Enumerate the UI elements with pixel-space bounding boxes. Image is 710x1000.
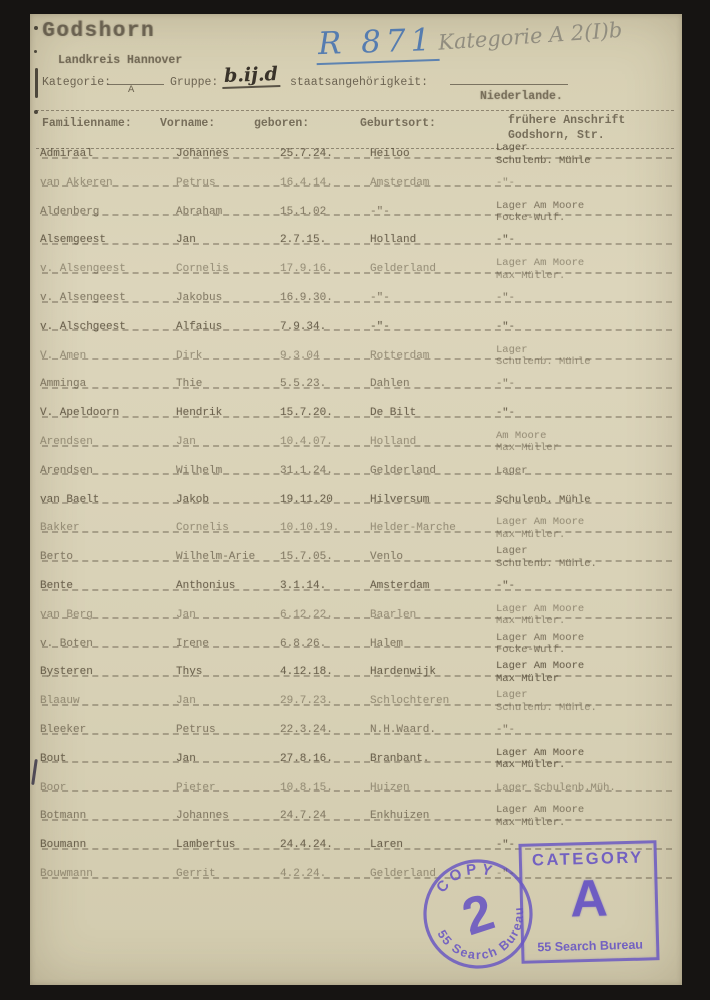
row-birthplace: Gelderland (370, 867, 437, 880)
row-camp-address: Lager Am Moore Focke-Wulf. (496, 199, 585, 225)
row-surname: Amminga (40, 378, 87, 391)
margin-ink-mark (34, 26, 38, 30)
register-row (38, 198, 676, 227)
row-firstname: Thys (176, 666, 203, 679)
row-surname: Aldenberg (40, 205, 100, 218)
row-birthplace: -"- (370, 205, 390, 218)
row-birthdate: 22.3.24. (280, 723, 333, 736)
row-birthplace: Branbant. (370, 752, 430, 765)
row-birthdate: 4.2.24. (280, 867, 327, 880)
row-birthdate: 7.9.34. (280, 320, 327, 333)
row-surname: van Akkeren (40, 176, 113, 189)
row-firstname: Alfaius (176, 320, 223, 333)
kategorie-blank-line (108, 84, 164, 85)
row-birthplace: Huizen (370, 781, 410, 794)
register-row (38, 601, 676, 630)
row-camp-address: Lager Schulenb.Müh. (496, 781, 616, 794)
staatsangehoerigkeit-blank-line (450, 84, 568, 85)
row-surname: Blaauw (40, 695, 80, 708)
row-birthplace: Venlo (370, 551, 404, 564)
meta-line (42, 63, 672, 106)
register-row (38, 169, 676, 198)
row-birthplace: Hilversum (370, 493, 430, 506)
row-surname: van Berg (40, 608, 93, 621)
row-camp-address: -"- (496, 378, 515, 391)
row-firstname: Jakobus (176, 291, 223, 304)
category-stamp-letter: A (569, 869, 609, 929)
register-row (38, 342, 676, 371)
register-row (38, 630, 676, 659)
row-firstname: Dirk (176, 349, 203, 362)
margin-ink-mark (35, 68, 38, 98)
row-firstname: Pieter (176, 781, 216, 794)
row-birthdate: 25.7.24. (280, 148, 333, 160)
page-title: Godshorn (42, 20, 155, 43)
row-surname: Bakker (40, 522, 80, 535)
register-row (38, 284, 676, 313)
row-birthdate: 17.9.16. (280, 263, 333, 276)
row-surname: Bouwmann (40, 867, 93, 880)
row-surname: Alsemgeest (40, 234, 107, 247)
row-camp-address: -"- (496, 579, 515, 592)
row-surname: Arendsen (40, 464, 93, 477)
row-birthplace: Halem (370, 637, 404, 650)
row-surname: V. Amen (40, 349, 87, 362)
row-birthplace: Holland (370, 435, 417, 448)
row-surname: Boumann (40, 839, 87, 852)
row-birthdate: 10.8.15. (280, 781, 333, 794)
row-camp-address: -"- (496, 407, 515, 420)
row-birthdate: 15.1.02 (280, 205, 327, 218)
row-camp-address: Lager Schulenb. Mühle (496, 142, 591, 167)
row-birthdate: 31.1.24. (280, 464, 333, 477)
gruppe-handwritten-value: b.ij.d (222, 63, 281, 89)
row-birthdate: 6.8.26. (280, 637, 327, 650)
category-stamp-bureau: 55 Search Bureau (537, 937, 644, 955)
row-birthdate: 15.7.05. (280, 551, 333, 564)
row-birthplace: -"- (370, 320, 390, 333)
row-surname: v. Alsengeest (40, 291, 126, 304)
staatsangehoerigkeit-value: Niederlande. (480, 90, 563, 103)
copy-stamp-arc-top: COPY (432, 860, 498, 897)
row-birthplace: Enkhuizen (370, 810, 430, 823)
row-camp-address: Lager Schulenb. Mühle. (496, 545, 597, 570)
gruppe-label: Gruppe: (170, 76, 219, 89)
row-firstname: Johannes (176, 810, 229, 823)
row-birthdate: 24.7.24 (280, 810, 327, 823)
row-camp-address: Lager Am Moore Max Müller. (496, 804, 585, 829)
row-firstname: Irene (176, 637, 210, 650)
row-camp-address: Lager Am Moore Max Müller. (496, 746, 585, 772)
row-camp-address: Lager Schulenb. Mühle. (496, 689, 597, 714)
row-camp-address: Lager Am Moore Max Müller (496, 660, 585, 685)
row-birthplace: Hardenwijk (370, 666, 437, 679)
row-birthplace: Heiloo (370, 148, 410, 160)
row-firstname: Cornelis (176, 522, 229, 535)
row-birthdate: 5.5.23. (280, 378, 327, 391)
row-surname: Boor (40, 781, 67, 794)
row-camp-address: -"- (496, 176, 515, 189)
row-surname: Botmann (40, 810, 87, 823)
row-firstname: Jakob (176, 493, 210, 506)
row-firstname: Jan (176, 752, 196, 765)
register-row (38, 774, 676, 803)
register-row (38, 486, 676, 515)
register-row (38, 572, 676, 601)
row-birthdate: 3.1.14. (280, 579, 327, 592)
row-birthplace: Holland (370, 234, 417, 247)
row-firstname: Hendrik (176, 407, 223, 420)
register-row (38, 745, 676, 774)
row-birthdate: 29.7.23. (280, 695, 333, 708)
register-row (38, 226, 676, 255)
row-birthdate: 15.7.20. (280, 407, 333, 420)
register-row (38, 716, 676, 745)
col-anschrift-line2: Godshorn, Str. (508, 129, 605, 142)
row-birthplace: -"- (370, 291, 390, 304)
row-firstname: Anthonius (176, 579, 236, 592)
register-row (38, 370, 676, 399)
register-row (38, 140, 676, 169)
row-camp-address: Lager Schulenb. Mühle (496, 343, 591, 369)
handwritten-category-note: Kategorie A 2(I)b (437, 17, 624, 55)
row-birthdate: 4.12.18. (280, 666, 333, 679)
register-row (38, 428, 676, 457)
row-surname: van Baelt (40, 493, 100, 506)
row-surname: Bleeker (40, 723, 87, 736)
margin-ink-mark (34, 110, 38, 114)
row-firstname: Cornelis (176, 263, 229, 276)
row-camp-address: Lager Am Moore Max Müller. (496, 602, 585, 628)
row-birthplace: Amsterdam (370, 579, 430, 592)
register-rows (38, 140, 676, 889)
row-firstname: Jan (176, 435, 196, 448)
row-surname: v. Alschgeest (40, 320, 126, 333)
row-birthdate: 10.10.19. (280, 522, 340, 535)
row-firstname: Gerrit (176, 867, 216, 880)
row-birthplace: Baarlen (370, 608, 417, 621)
row-camp-address: -"- (496, 291, 515, 304)
row-birthplace: N.H.Waard. (370, 723, 437, 736)
register-row (38, 802, 676, 831)
row-birthplace: Laren (370, 839, 404, 852)
header-rule-top (36, 110, 674, 111)
row-firstname: Jan (176, 608, 196, 621)
row-camp-address: Lager Am Moore Max Müller. (496, 257, 585, 282)
kategorie-value: A (128, 84, 135, 96)
row-birthdate: 2.7.15. (280, 234, 327, 247)
row-surname: v. Boten (40, 637, 93, 650)
handwritten-reference-number: R 871 (315, 22, 440, 65)
row-surname: Arendsen (40, 435, 93, 448)
row-birthdate: 16.4.14. (280, 176, 333, 189)
row-surname: Berto (40, 551, 74, 564)
margin-ink-mark (34, 50, 37, 53)
row-birthdate: 24.4.24. (280, 839, 333, 852)
row-birthplace: Rotterdam (370, 349, 430, 362)
row-birthdate: 6.12.22. (280, 608, 333, 621)
register-row (38, 255, 676, 284)
category-stamp-title: CATEGORY (531, 848, 644, 870)
row-birthplace: Gelderland (370, 263, 437, 276)
row-surname: Bysteren (40, 666, 93, 679)
row-surname: v. Alsengeest (40, 263, 126, 276)
row-firstname: Wilhelm (176, 464, 223, 477)
row-birthplace: De Bilt (370, 407, 417, 420)
copy-stamp-arc-bottom: 55 Search Bureau (434, 905, 527, 963)
row-surname: V. Apeldoorn (40, 407, 120, 420)
kategorie-label: Kategorie: (42, 76, 112, 89)
staatsangehoerigkeit-label: staatsangehörigkeit: (290, 76, 429, 89)
register-row (38, 514, 676, 543)
row-firstname: Thie (176, 378, 203, 391)
row-camp-address: -"- (496, 234, 515, 247)
row-camp-address: -"- (496, 320, 515, 333)
row-camp-address: Lager Am Moore Max Müller. (496, 516, 585, 541)
row-camp-address: -"- (496, 723, 515, 736)
row-birthdate: 10.4.07. (280, 435, 333, 448)
row-firstname: Petrus (176, 723, 216, 736)
row-birthplace: Helder-Marche (370, 522, 456, 535)
row-birthplace: Gelderland (370, 464, 437, 477)
register-row (38, 457, 676, 486)
row-birthplace: Dahlen (370, 378, 410, 391)
row-camp-address: Lager (496, 464, 528, 477)
row-camp-address: Lager Am Moore Focke-Wulf. (496, 631, 585, 657)
row-birthdate: 9.3.04 (280, 349, 320, 362)
col-geburtsort: Geburtsort: (360, 117, 436, 130)
row-firstname: Johannes (176, 148, 229, 160)
register-row (38, 658, 676, 687)
row-birthdate: 27.8.16. (280, 752, 333, 765)
row-birthplace: Schlochteren (370, 695, 450, 708)
col-vorname: Vorname: (160, 117, 216, 130)
row-camp-address: -"- (496, 839, 515, 852)
category-stamp (518, 840, 659, 964)
row-firstname: Wilhelm-Arie (176, 551, 256, 564)
row-firstname: Abraham (176, 205, 223, 218)
row-firstname: Petrus (176, 176, 216, 189)
row-birthdate: 16.9.30. (280, 291, 333, 304)
col-familienname: Familienname: (42, 117, 132, 130)
row-birthplace: Amsterdam (370, 176, 430, 189)
row-firstname: Jan (176, 234, 196, 247)
district-subtitle: Landkreis Hannover (58, 54, 183, 67)
row-surname: Bout (40, 752, 67, 765)
row-surname: Bente (40, 579, 74, 592)
row-birthdate: 19.11.20 (280, 493, 333, 506)
row-surname: Admiraal (40, 148, 93, 160)
col-geboren: geboren: (254, 117, 310, 130)
row-camp-address: Schulenb. Mühle (496, 493, 591, 506)
copy-stamp-number: 2 (455, 882, 502, 948)
col-anschrift-line1: frühere Anschrift (508, 114, 626, 127)
scanned-page (30, 14, 682, 985)
row-camp-address: -"- (496, 867, 515, 880)
margin-ink-mark (31, 759, 38, 785)
row-camp-address: Am Moore Max Müller (496, 429, 560, 455)
row-firstname: Lambertus (176, 839, 236, 852)
row-firstname: Jan (176, 695, 196, 708)
register-row (38, 687, 676, 716)
register-row (38, 399, 676, 428)
register-row (38, 543, 676, 572)
register-row (38, 313, 676, 342)
